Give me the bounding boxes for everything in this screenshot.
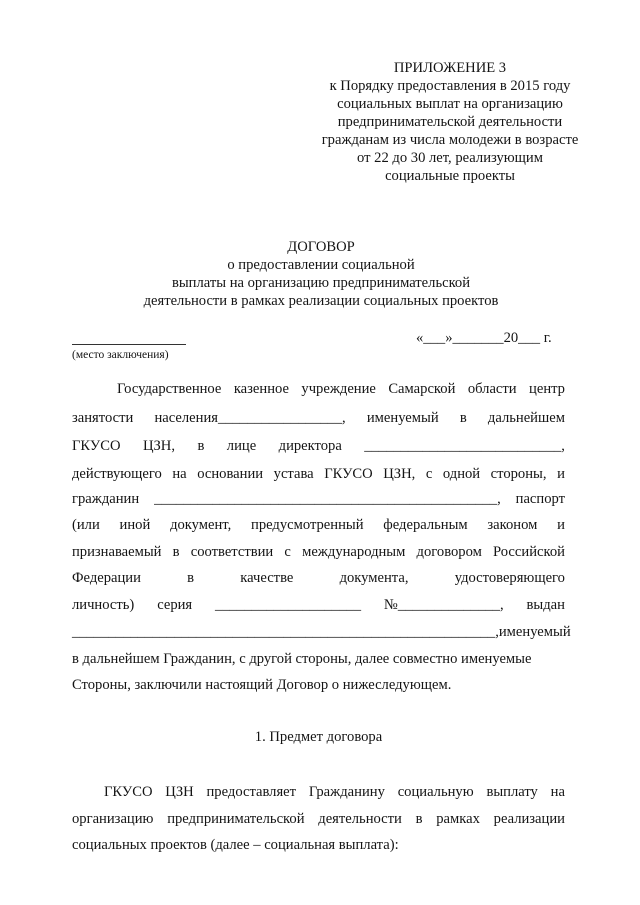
preamble-line: [72, 569, 565, 587]
preamble-line: [72, 543, 565, 561]
word: в: [415, 811, 423, 827]
preamble-line: [72, 516, 565, 534]
word: деятельности: [318, 811, 402, 827]
word: занятости: [72, 410, 134, 426]
word: реализации: [493, 811, 565, 827]
word: центр: [529, 381, 565, 397]
word: законом: [487, 517, 538, 533]
place-blank-line: [72, 344, 186, 345]
word: в: [172, 544, 180, 560]
word: действующего: [72, 466, 162, 482]
appendix-line: предпринимательской деятельности: [337, 114, 563, 130]
word: социальных проектов (далее – социальная выплата):: [72, 837, 399, 853]
word: ЦЗН,: [142, 438, 175, 454]
word: ___________________________,: [364, 438, 565, 454]
word: устава: [273, 466, 314, 482]
word: директора: [278, 438, 342, 454]
word: населения_________________,: [154, 410, 346, 426]
appendix-line: социальных выплат на организацию: [337, 96, 563, 112]
word: рамках: [436, 811, 480, 827]
word: предоставляет: [206, 784, 297, 800]
word: соответствии: [190, 544, 274, 560]
word: в: [187, 570, 195, 586]
word: ГКУСО: [324, 466, 373, 482]
section-heading: 1. Предмет договора: [254, 729, 383, 745]
word: именуемый: [366, 410, 439, 426]
word: Стороны, заключили настоящий Договор о нижеследующем.: [72, 677, 452, 693]
word: одной: [442, 466, 481, 482]
preamble-line: [72, 490, 565, 508]
word: в: [197, 438, 205, 454]
word: Государственное: [117, 381, 222, 397]
word: Российской: [493, 544, 565, 560]
word: дальнейшем: [487, 410, 565, 426]
word: федеральным: [383, 517, 468, 533]
word: ЦЗН,: [383, 466, 416, 482]
word: стороны,: [490, 466, 547, 482]
word: социальную: [397, 784, 474, 800]
word: __________________________________________________________,: [72, 624, 499, 640]
appendix-line: от 22 до 30 лет, реализующим: [357, 150, 543, 166]
preamble-line: [72, 676, 565, 694]
word: области: [467, 381, 517, 397]
word: договором: [416, 544, 482, 560]
body-line: [72, 836, 565, 854]
word: основании: [197, 466, 264, 482]
word: предусмотренный: [251, 517, 364, 533]
document-title: [96, 238, 546, 310]
preamble-line: [72, 623, 571, 641]
word: на: [172, 466, 187, 482]
word: с: [425, 466, 433, 482]
title-line: деятельности в рамках реализации социальных проектов: [143, 293, 499, 309]
word: ____________________: [215, 597, 361, 613]
appendix-line: гражданам из числа молодежи в возрасте: [321, 132, 579, 148]
word: Самарской: [388, 381, 456, 397]
word: документ,: [170, 517, 232, 533]
word: именуемый: [498, 624, 571, 640]
title-line: ДОГОВОР: [287, 239, 355, 255]
word: на: [550, 784, 565, 800]
word: серия: [157, 597, 193, 613]
word: ЦЗН: [165, 784, 194, 800]
word: и: [557, 466, 565, 482]
preamble-line: [72, 596, 565, 614]
place-caption: (место заключения): [72, 349, 169, 361]
word: выдан: [526, 597, 565, 613]
preamble-line: [72, 437, 565, 455]
appendix-line: ПРИЛОЖЕНИЕ 3: [393, 60, 507, 76]
word: в: [459, 410, 467, 426]
word: иной: [119, 517, 151, 533]
word: ГКУСО: [72, 438, 121, 454]
appendix-line: социальные проекты: [385, 168, 515, 184]
date-line: «___»_______20___ г.: [416, 330, 552, 346]
word: казенное: [233, 381, 289, 397]
title-line: о предоставлении социальной: [227, 257, 415, 273]
word: предпринимательской: [167, 811, 305, 827]
word: Федерации: [72, 570, 141, 586]
appendix-header: [300, 59, 600, 185]
word: _______________________________________________,: [154, 491, 501, 507]
body-line: [72, 783, 565, 801]
preamble-line: [72, 409, 565, 427]
word: признаваемый: [72, 544, 162, 560]
word: удостоверяющего: [454, 570, 565, 586]
word: выплату: [486, 784, 538, 800]
word: личность): [72, 597, 135, 613]
word: с: [284, 544, 291, 560]
word: №______________,: [383, 597, 504, 613]
word: лице: [226, 438, 257, 454]
word: в дальнейшем Гражданин, с другой стороны, далее совместно именуемые: [72, 651, 532, 667]
word: международным: [302, 544, 406, 560]
word: (или: [72, 517, 100, 533]
word: учреждение: [301, 381, 376, 397]
appendix-line: к Порядку предоставления в 2015 году: [329, 78, 571, 94]
word: ГКУСО: [104, 784, 153, 800]
word: Гражданину: [308, 784, 385, 800]
title-line: выплаты на организацию предпринимательской: [171, 275, 471, 291]
body-line: [72, 810, 565, 828]
word: организацию: [72, 811, 154, 827]
word: документа,: [339, 570, 409, 586]
word: и: [557, 517, 565, 533]
preamble-line: [72, 465, 565, 483]
word: качестве: [240, 570, 294, 586]
preamble-line: [72, 380, 565, 398]
word: паспорт: [515, 491, 565, 507]
preamble-line: [72, 650, 565, 668]
word: гражданин: [72, 491, 140, 507]
